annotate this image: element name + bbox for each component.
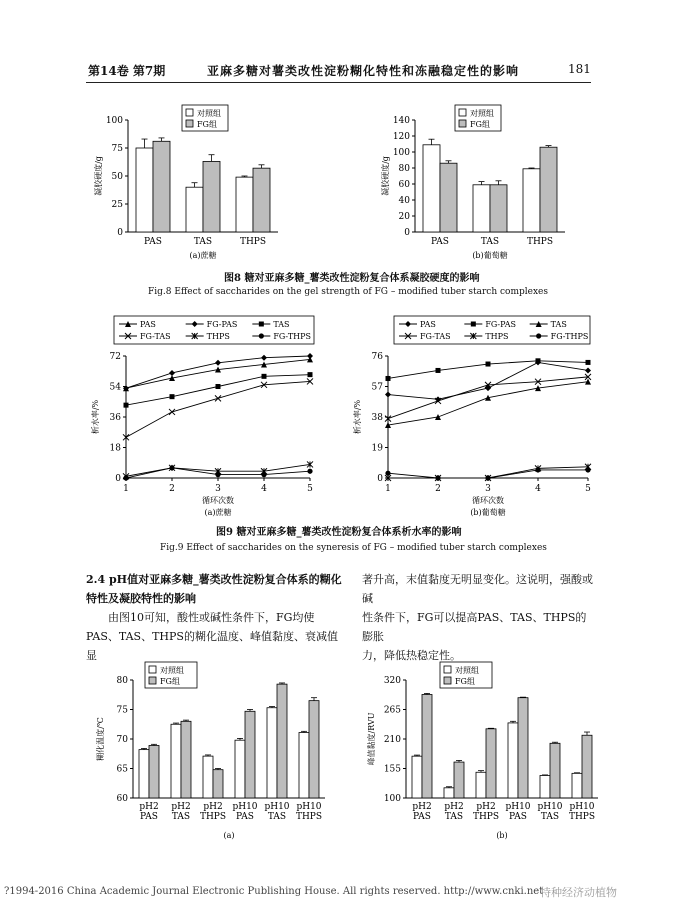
y-tick-label: 75 [116, 705, 128, 716]
bar [136, 148, 153, 232]
fig9-panel-a [90, 316, 314, 517]
x-tick-label: THPS [472, 812, 500, 822]
y-tick-label: 38 [371, 413, 383, 423]
y-tick-label: 100 [392, 148, 410, 158]
x-tick-label: 4 [261, 484, 267, 494]
legend-swatch [459, 120, 466, 127]
figure-9 [90, 308, 610, 526]
marker-square [471, 322, 476, 327]
paragraph-line-1: 由图10可知，酸性或碱性条件下，FG均使 [108, 611, 315, 624]
bar [186, 187, 203, 232]
marker-circle [123, 475, 128, 480]
running-title: 亚麻多糖对薯类改性淀粉糊化特性和冻融稳定性的影响 [207, 64, 520, 78]
marker-circle [307, 469, 312, 474]
x-tick-label: pH10 [569, 802, 595, 812]
bar [245, 711, 255, 798]
bar [253, 168, 270, 232]
legend-label: FG-TAS [420, 332, 451, 341]
fig9-caption-en: Fig.9 Effect of saccharides on the syneresis of FG – modified tuber starch complexes [160, 543, 547, 553]
bar [213, 770, 223, 798]
marker-diamond [169, 370, 175, 376]
x-tick-label: pH10 [232, 802, 258, 812]
bar [572, 773, 582, 798]
bar [309, 701, 319, 798]
x-tick-label: TAS [267, 812, 287, 822]
y-tick-label: 120 [392, 132, 410, 142]
panel-label: (b) [496, 831, 508, 840]
x-tick-label: THPS [239, 237, 267, 247]
marker-circle [435, 475, 440, 480]
bar [454, 762, 464, 798]
bar [508, 723, 518, 798]
panel-label: (a) [223, 831, 235, 840]
fig9-svg [90, 308, 610, 526]
legend-label: THPS [206, 332, 230, 341]
bar [203, 161, 220, 232]
y-tick-label: 140 [392, 116, 410, 126]
y-axis-label: 凝胶硬度/g [94, 156, 103, 196]
legend-swatch [149, 677, 156, 684]
x-tick-label: THPS [568, 812, 596, 822]
figure-10 [90, 660, 610, 865]
marker-circle [259, 333, 264, 338]
legend-label: 对照组 [470, 109, 494, 118]
marker-square [386, 376, 391, 381]
x-tick-label: pH10 [537, 802, 563, 812]
series-line [388, 362, 588, 399]
marker-diamond [385, 392, 391, 398]
marker-diamond [307, 353, 313, 359]
section-right-column [362, 570, 597, 665]
x-axis-label: 循环次数 [472, 496, 504, 505]
x-tick-label: PAS [431, 237, 449, 247]
marker-diamond [261, 355, 267, 361]
y-tick-label: 25 [111, 200, 123, 210]
marker-circle [485, 475, 490, 480]
fig9-caption-text: 糖对亚麻多糖_薯类改性淀粉复合体系析水率的影响 [236, 527, 462, 538]
marker-circle [261, 472, 266, 477]
marker-square [486, 362, 491, 367]
bar [476, 772, 486, 798]
x-tick-label: TAS [540, 812, 560, 822]
y-tick-label: 155 [383, 764, 401, 775]
legend-label: 对照组 [455, 666, 479, 675]
legend-label: FG-PAS [485, 320, 517, 329]
panel-label: (b)葡萄糖 [470, 508, 506, 517]
x-tick-label: 5 [585, 484, 591, 494]
x-tick-label: pH2 [412, 802, 432, 812]
legend-label: 对照组 [160, 666, 184, 675]
x-tick-label: pH2 [444, 802, 464, 812]
fig9-caption-zh [216, 523, 461, 538]
series-line [126, 381, 310, 437]
paragraph-line-2: PAS、TAS、THPS的糊化温度、峰值黏度、衰减值显 [86, 630, 338, 662]
legend-swatch [444, 666, 451, 673]
figure-8 [90, 100, 590, 285]
panel-label: (a)蔗糖 [189, 251, 217, 260]
y-tick-label: 70 [116, 735, 128, 745]
x-tick-label: THPS [526, 237, 554, 247]
legend-label: 对照组 [197, 109, 221, 118]
marker-circle [215, 472, 220, 477]
paragraph-line-5: 力，降低热稳定性。 [362, 649, 461, 662]
fig9-panel-b [352, 316, 591, 517]
fig8-caption-en: Fig.8 Effect of saccharides on the gel strength of FG – modified tuber starch complexes [148, 287, 548, 297]
bar [171, 724, 181, 798]
x-tick-label: pH2 [203, 802, 223, 812]
fig10-panel-b [366, 662, 598, 840]
legend-label: FG-PAS [206, 320, 238, 329]
legend-swatch [149, 666, 156, 673]
bar [444, 788, 454, 798]
y-tick-label: 100 [105, 116, 123, 126]
header-rule [86, 82, 591, 83]
marker-circle [169, 465, 174, 470]
watermark: 特种经济动植物 [540, 886, 617, 899]
panel-label: (a)蔗糖 [204, 508, 232, 517]
y-tick-label: 57 [371, 382, 383, 393]
x-tick-label: pH10 [505, 802, 531, 812]
y-tick-label: 60 [398, 180, 410, 190]
fig8-svg [90, 100, 590, 285]
copyright-text: ?1994-2016 China Academic Journal Electronic Publishing House. All rights reserved. http://www.cnki.net [4, 886, 544, 897]
x-tick-label: PAS [509, 812, 527, 822]
marker-square [536, 358, 541, 363]
section-left-column [86, 570, 348, 665]
legend-label: FG组 [470, 120, 490, 129]
y-tick-label: 20 [398, 212, 410, 222]
bar [236, 177, 253, 232]
x-tick-label: pH2 [139, 802, 159, 812]
x-tick-label: PAS [140, 812, 158, 822]
bar [540, 147, 557, 232]
y-tick-label: 80 [116, 676, 128, 686]
marker-square [308, 372, 313, 377]
x-tick-label: 1 [123, 484, 129, 494]
fig8-caption-zh [224, 269, 479, 284]
x-tick-label: 3 [485, 484, 491, 494]
fig8-caption-num: 图8 [224, 273, 241, 284]
bar [473, 185, 490, 232]
y-tick-label: 100 [383, 794, 401, 804]
y-tick-label: 54 [109, 382, 121, 393]
marker-square [259, 322, 264, 327]
y-tick-label: 320 [383, 676, 401, 686]
legend-label: THPS [485, 332, 509, 341]
y-tick-label: 36 [109, 413, 121, 423]
fig9-caption-num: 图9 [216, 527, 233, 538]
marker-circle [585, 467, 590, 472]
x-tick-label: 5 [307, 484, 313, 494]
marker-square [436, 368, 441, 373]
legend-label: TAS [273, 320, 290, 329]
y-tick-label: 72 [109, 352, 121, 362]
bar [582, 735, 592, 798]
section-heading [86, 570, 348, 608]
y-tick-label: 265 [383, 705, 401, 716]
legend-label: FG-THPS [550, 332, 589, 341]
legend-label: FG组 [455, 677, 475, 686]
y-axis-label: 糊化温度/℃ [96, 717, 105, 761]
bar [423, 145, 440, 232]
y-tick-label: 210 [383, 735, 401, 745]
x-tick-label: TAS [171, 812, 191, 822]
x-tick-label: pH2 [476, 802, 496, 812]
y-tick-label: 80 [398, 164, 410, 174]
legend-swatch [186, 120, 193, 127]
section-number: 2.4 [86, 573, 106, 586]
legend-swatch [444, 677, 451, 684]
x-tick-label: TAS [480, 237, 500, 247]
bar [277, 684, 287, 798]
marker-square [170, 394, 175, 399]
marker-square [216, 384, 221, 389]
legend-swatch [459, 109, 466, 116]
bar [203, 756, 213, 798]
x-tick-label: 2 [169, 484, 175, 494]
fig10-panel-a [95, 662, 325, 840]
bar [181, 721, 191, 798]
y-tick-label: 0 [404, 228, 410, 238]
x-tick-label: 1 [385, 484, 391, 494]
y-tick-label: 0 [117, 228, 123, 238]
y-tick-label: 76 [371, 352, 383, 362]
x-tick-label: TAS [444, 812, 464, 822]
bar [440, 163, 457, 232]
marker-circle [536, 333, 541, 338]
y-tick-label: 65 [116, 764, 128, 775]
x-tick-label: TAS [193, 237, 213, 247]
y-tick-label: 0 [377, 474, 383, 484]
bar [412, 756, 422, 798]
x-axis-label: 循环次数 [202, 496, 234, 505]
bar [139, 750, 149, 798]
y-axis-label: 凝胶硬度/g [381, 156, 390, 196]
running-header [0, 60, 677, 80]
page-number: 181 [568, 62, 591, 76]
bar [486, 729, 496, 798]
legend-label: FG组 [197, 120, 217, 129]
x-tick-label: PAS [236, 812, 254, 822]
bar [149, 745, 159, 798]
x-tick-label: pH10 [264, 802, 290, 812]
bar [518, 698, 528, 798]
y-tick-label: 50 [111, 172, 123, 182]
fig8-panel-a [93, 105, 278, 260]
y-tick-label: 18 [109, 443, 121, 454]
y-axis-label: 析水率/% [91, 399, 100, 435]
marker-diamond [585, 367, 591, 373]
legend-label: FG组 [160, 677, 180, 686]
fig8-panel-b [380, 105, 565, 260]
x-tick-label: PAS [413, 812, 431, 822]
legend-label: TAS [550, 320, 567, 329]
legend-label: PAS [420, 320, 436, 329]
y-tick-label: 75 [111, 144, 123, 154]
marker-square [262, 374, 267, 379]
legend-swatch [186, 109, 193, 116]
fig8-caption-text: 糖对亚麻多糖_薯类改性淀粉复合体系凝胶硬度的影响 [244, 273, 480, 284]
marker-square [586, 360, 591, 365]
x-tick-label: 2 [435, 484, 441, 494]
x-tick-label: PAS [144, 237, 162, 247]
marker-square [124, 403, 129, 408]
fig10-svg [90, 660, 610, 865]
marker-circle [385, 471, 390, 476]
bar [299, 733, 309, 798]
legend-label: FG-THPS [273, 332, 312, 341]
x-tick-label: pH2 [171, 802, 191, 812]
bar [550, 743, 560, 798]
x-tick-label: pH10 [296, 802, 322, 812]
y-tick-label: 40 [398, 196, 410, 206]
x-tick-label: THPS [295, 812, 323, 822]
y-axis-label: 析水率/% [353, 399, 362, 435]
marker-circle [535, 467, 540, 472]
bar [235, 740, 245, 798]
x-tick-label: 4 [535, 484, 541, 494]
bar [490, 185, 507, 232]
x-tick-label: THPS [199, 812, 227, 822]
panel-label: (b)葡萄糖 [472, 251, 508, 260]
y-tick-label: 60 [116, 794, 128, 804]
paragraph-line-4: 性条件下，FG可以提高PAS、TAS、THPS的膨胀 [362, 611, 587, 643]
paragraph-line-3: 著升高，末值黏度无明显变化。这说明，强酸或碱 [362, 573, 593, 605]
y-tick-label: 0 [115, 474, 121, 484]
bar [422, 694, 432, 798]
bar [540, 775, 550, 798]
bar [267, 708, 277, 798]
marker-diamond [215, 360, 221, 366]
bar [153, 141, 170, 232]
y-tick-label: 19 [371, 443, 383, 454]
y-axis-label: 峰值黏度/RVU [367, 712, 376, 766]
legend-label: FG-TAS [140, 332, 171, 341]
legend-label: PAS [140, 320, 156, 329]
x-tick-label: 3 [215, 484, 221, 494]
bar [523, 169, 540, 232]
section-heading-text: pH值对亚麻多糖_薯类改性淀粉复合体系的糊化特性及凝胶特性的影响 [86, 573, 342, 605]
volume-issue: 第14卷 第7期 [88, 64, 166, 78]
